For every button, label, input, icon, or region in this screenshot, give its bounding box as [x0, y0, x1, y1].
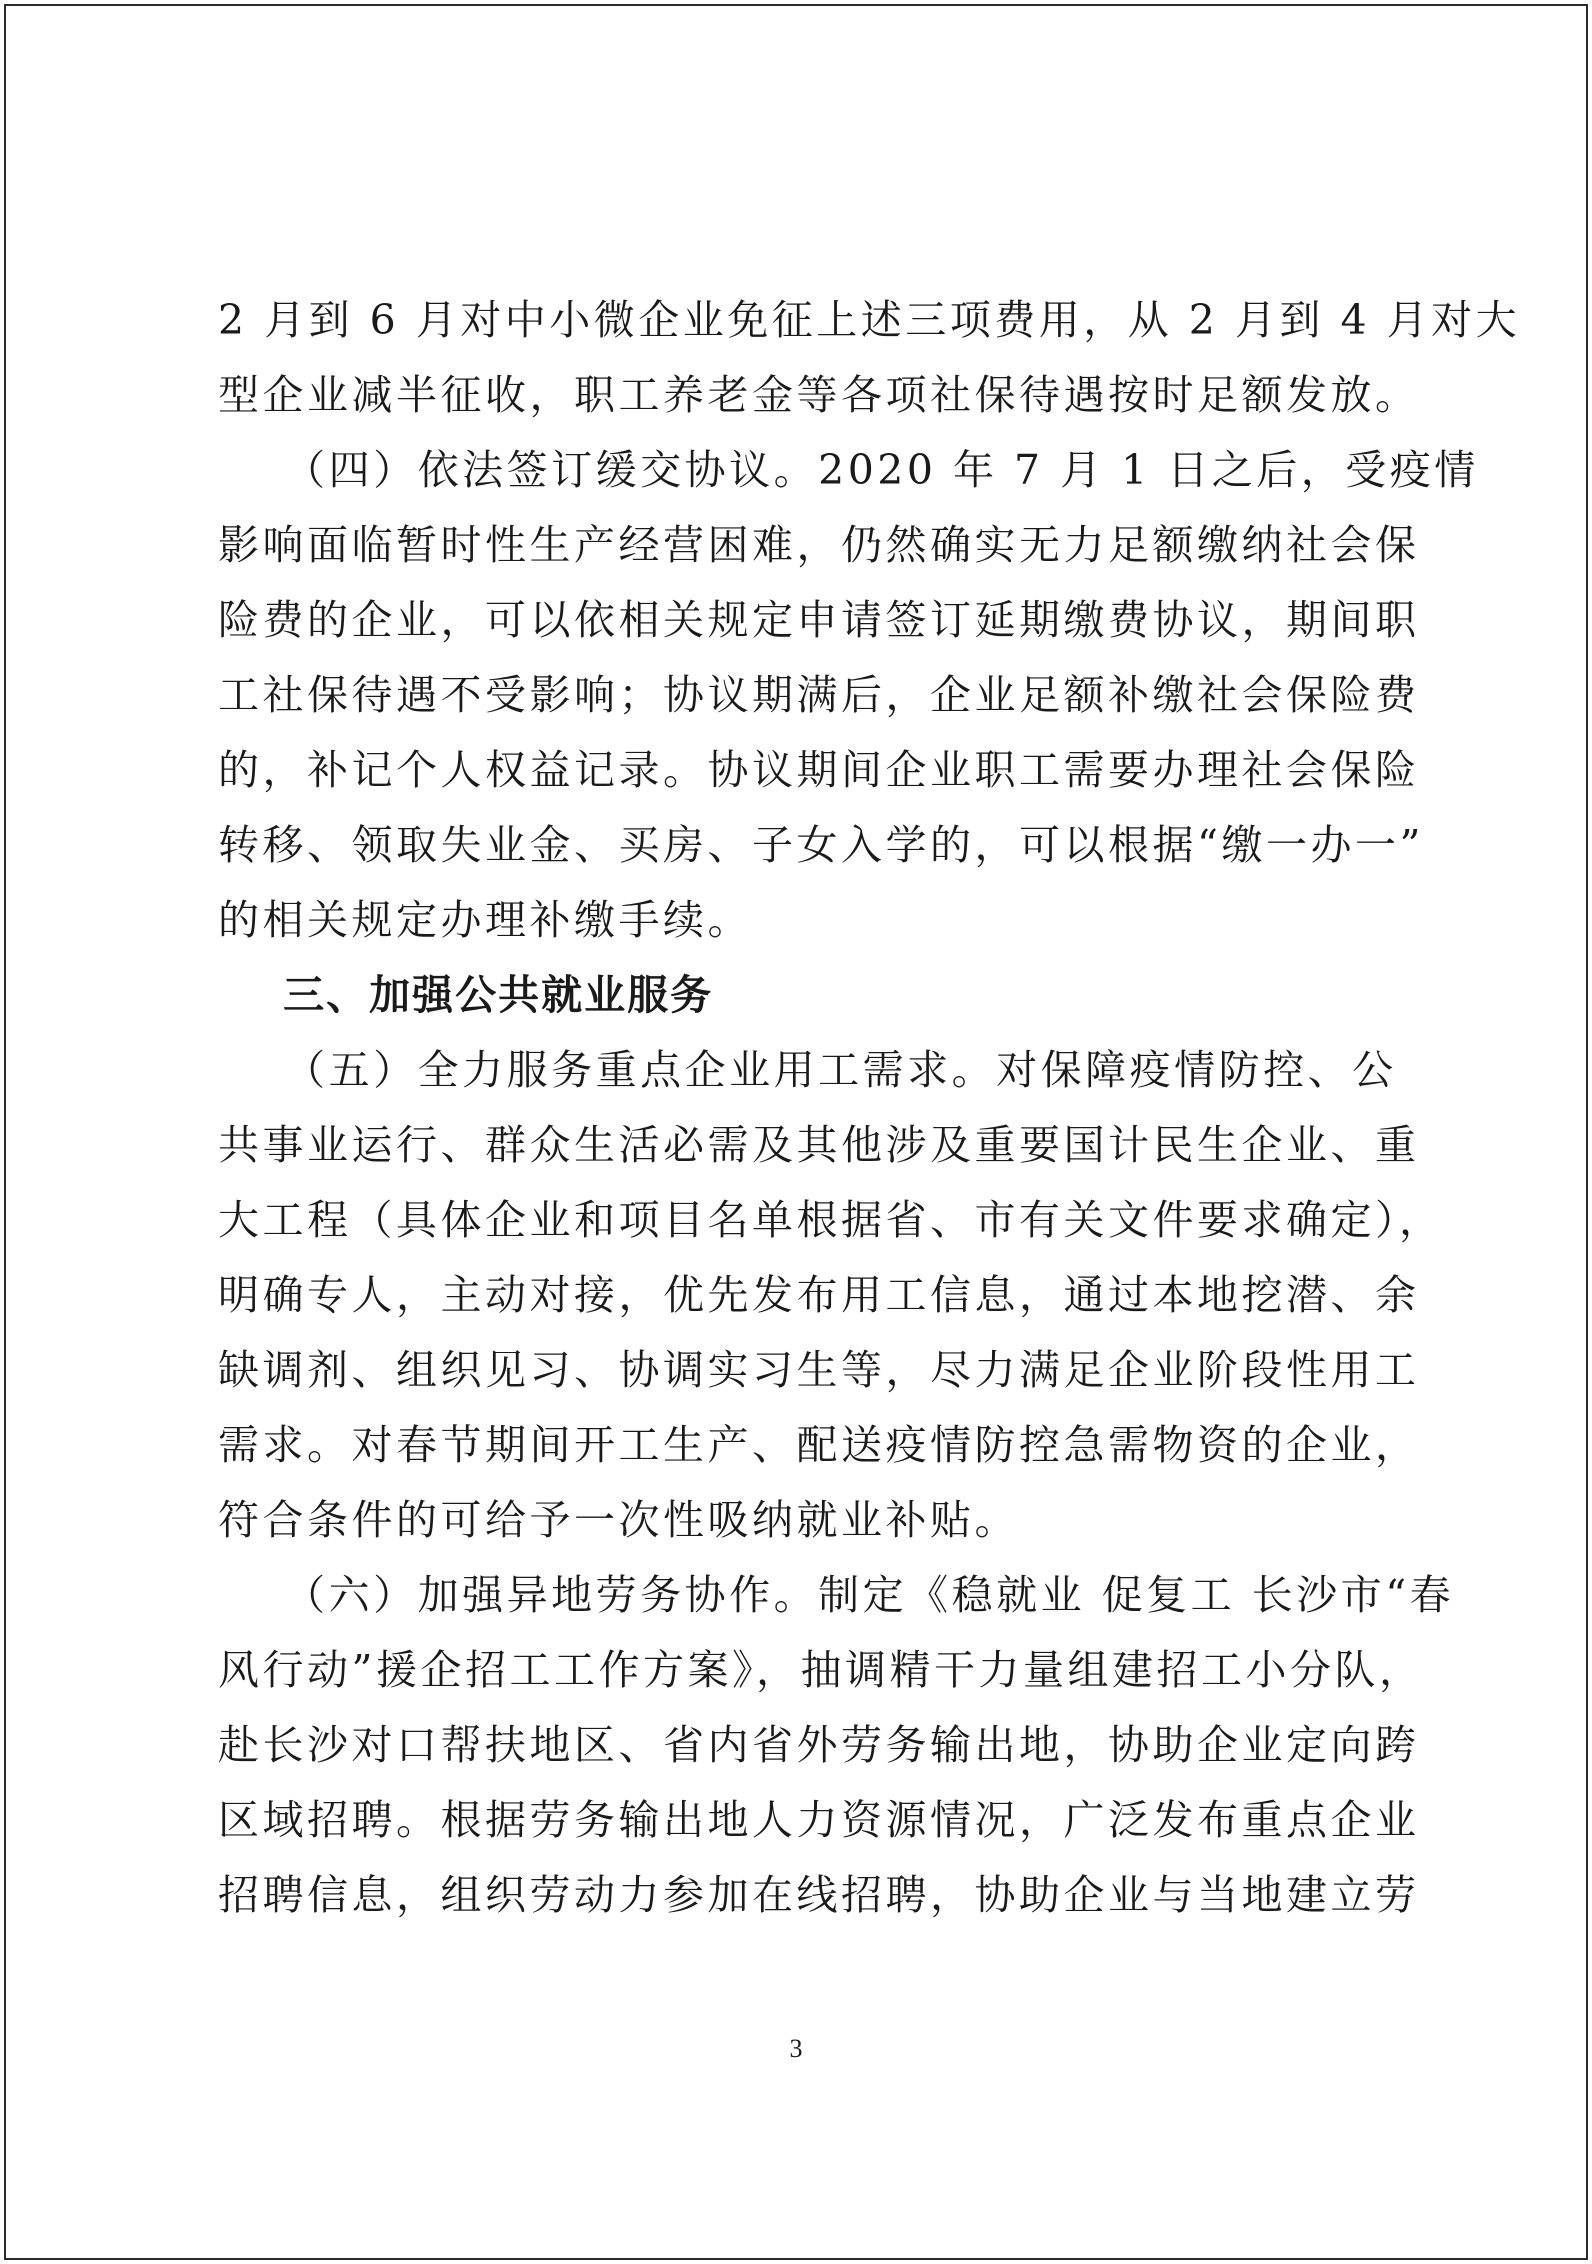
- text-line: 区域招聘。根据劳务输出地人力资源情况，广泛发布重点企业: [218, 1796, 1420, 1844]
- text-line: 共事业运行、群众生活必需及其他涉及重要国计民生企业、重: [218, 1121, 1420, 1169]
- text-line: 2 月到 6 月对中小微企业免征上述三项费用，从 2 月到 4 月对大: [218, 296, 1521, 344]
- text-line: 符合条件的可给予一次性吸纳就业补贴。: [218, 1496, 1019, 1544]
- text-line: （四）依法签订缓交协议。2020 年 7 月 1 日之后，受疫情: [218, 446, 1479, 494]
- text-line: 型企业减半征收，职工养老金等各项社保待遇按时足额发放。: [218, 371, 1420, 419]
- text-line: 招聘信息，组织劳动力参加在线招聘，协助企业与当地建立劳: [218, 1871, 1420, 1919]
- text-line: 的相关规定办理补缴手续。: [218, 896, 752, 944]
- text-line: 需求。对春节期间开工生产、配送疫情防控急需物资的企业，: [218, 1421, 1420, 1469]
- text-line: 工社保待遇不受影响；协议期满后，企业足额补缴社会保险费: [218, 671, 1420, 719]
- text-line: 险费的企业，可以依相关规定申请签订延期缴费协议，期间职: [218, 596, 1420, 644]
- text-line: 大工程（具体企业和项目名单根据省、市有关文件要求确定），: [218, 1196, 1444, 1244]
- text-line: 缺调剂、组织见习、协调实习生等，尽力满足企业阶段性用工: [218, 1346, 1420, 1394]
- document-body: [218, 283, 1521, 1933]
- section-heading: 三、加强公共就业服务: [218, 971, 714, 1019]
- text-line: 风行动”援企招工工作方案》，抽调精干力量组建招工小分队，: [218, 1646, 1424, 1694]
- text-line: 的，补记个人权益记录。协议期间企业职工需要办理社会保险: [218, 746, 1420, 794]
- page-number: 3: [789, 2034, 803, 2063]
- text-line: （五）全力服务重点企业用工需求。对保障疫情防控、公: [218, 1046, 1397, 1094]
- text-line: 影响面临暂时性生产经营困难，仍然确实无力足额缴纳社会保: [218, 521, 1420, 569]
- text-line: 转移、领取失业金、买房、子女入学的，可以根据“缴一办一”: [218, 821, 1424, 869]
- text-line: 明确专人，主动对接，优先发布用工信息，通过本地挖潜、余: [218, 1271, 1420, 1319]
- text-line: （六）加强异地劳务协作。制定《稳就业 促复工 长沙市“春: [218, 1571, 1455, 1619]
- text-line: 赴长沙对口帮扶地区、省内省外劳务输出地，协助企业定向跨: [218, 1721, 1420, 1769]
